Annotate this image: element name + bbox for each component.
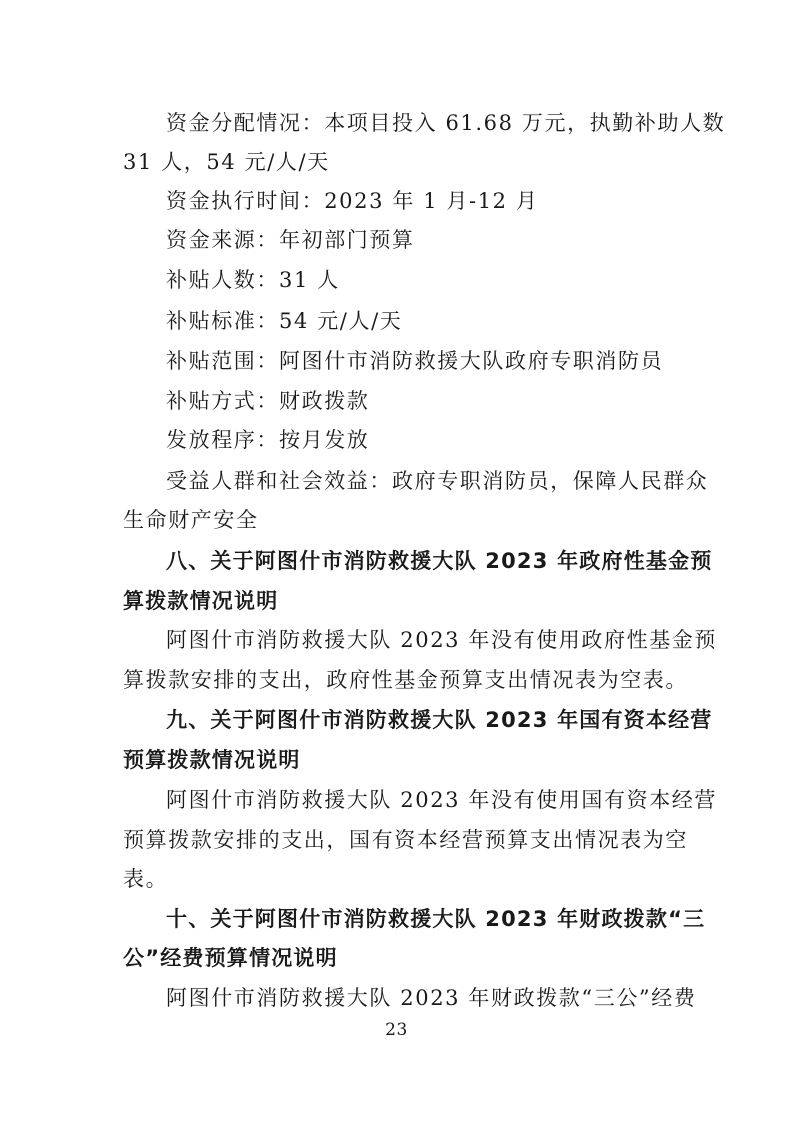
section8-heading-continued: 算拨款情况说明 xyxy=(123,589,279,613)
section8-body-continued: 算拨款安排的支出，政府性基金预算支出情况表为空表。 xyxy=(123,668,688,692)
subsidy-scope-line: 补贴范围：阿图什市消防救援大队政府专职消防员 xyxy=(166,349,664,373)
section9-body-end: 表。 xyxy=(123,867,169,891)
page-number: 23 xyxy=(385,1020,408,1040)
section8-body: 阿图什市消防救援大队 2023 年没有使用政府性基金预 xyxy=(166,628,717,652)
subsidy-method-line: 补贴方式：财政拨款 xyxy=(166,389,370,413)
section10-body: 阿图什市消防救援大队 2023 年财政拨款“三公”经费 xyxy=(166,986,697,1010)
beneficiaries-line-continued: 生命财产安全 xyxy=(123,508,259,532)
execution-time-line: 资金执行时间：2023 年 1 月-12 月 xyxy=(166,189,539,213)
section9-heading: 九、关于阿图什市消防救援大队 2023 年国有资本经营 xyxy=(166,708,713,732)
fund-source-line: 资金来源：年初部门预算 xyxy=(166,228,415,252)
subsidy-standard-line: 补贴标准：54 元/人/天 xyxy=(166,309,403,333)
section9-heading-continued: 预算拨款情况说明 xyxy=(123,748,301,772)
section10-heading: 十、关于阿图什市消防救援大队 2023 年财政拨款“三 xyxy=(166,907,706,931)
distribution-procedure-line: 发放程序：按月发放 xyxy=(166,428,370,452)
section10-heading-continued: 公”经费预算情况说明 xyxy=(123,946,338,970)
fund-allocation-line-continued: 31 人，54 元/人/天 xyxy=(123,150,330,174)
beneficiaries-line: 受益人群和社会效益：政府专职消防员，保障人民群众 xyxy=(166,469,709,493)
subsidy-count-line: 补贴人数：31 人 xyxy=(166,268,340,292)
section9-body: 阿图什市消防救援大队 2023 年没有使用国有资本经营 xyxy=(166,788,717,812)
section9-body-continued: 预算拨款安排的支出，国有资本经营预算支出情况表为空 xyxy=(123,828,688,852)
section8-heading: 八、关于阿图什市消防救援大队 2023 年政府性基金预 xyxy=(166,549,713,573)
fund-allocation-line: 资金分配情况：本项目投入 61.68 万元，执勤补助人数 xyxy=(166,111,726,135)
